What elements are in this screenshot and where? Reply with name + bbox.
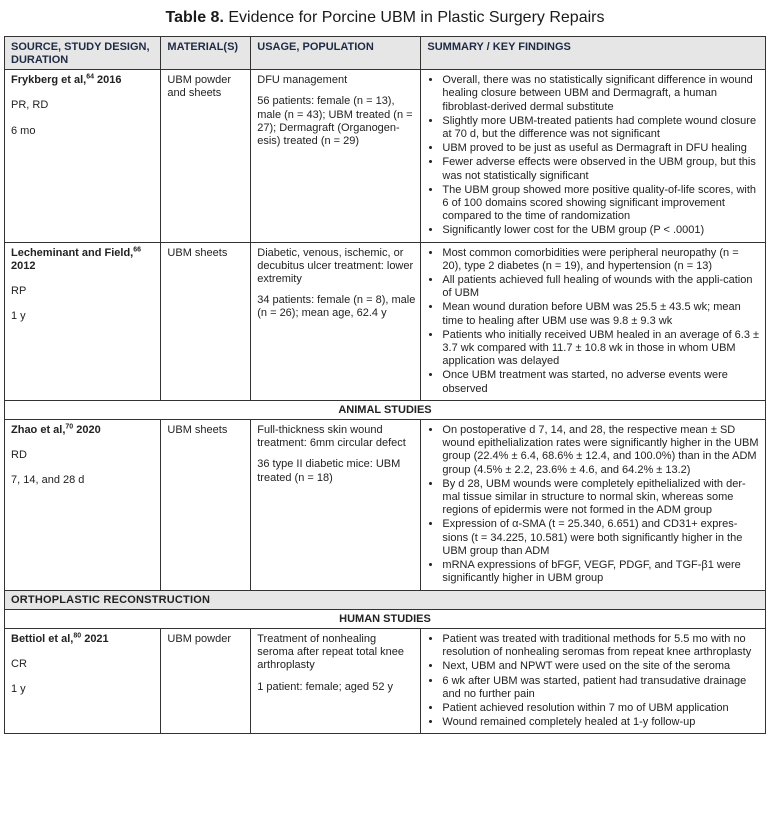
evidence-table: [4, 36, 766, 734]
source-year: 2012: [11, 259, 36, 272]
study-design: CR: [11, 658, 27, 671]
findings-cell: [421, 242, 766, 400]
population-text: 56 patients: female (n = 13), male (n = 43); UBM treated (n = 27); Dermagraft (Organogen-esis) treated (n = 29): [257, 95, 413, 147]
usage-cell: [251, 242, 421, 400]
finding-item: • Fewer adverse effects were observed in the UBM group, but this was not statistically significant: [442, 156, 760, 182]
human-studies-row: [5, 609, 766, 628]
finding-item: • 6 wk after UBM was started, patient had transudative drainage and no further pain: [442, 675, 760, 701]
table-row: [5, 70, 766, 242]
source-year: 2021: [81, 632, 109, 645]
finding-item: • Patient achieved resolution within 7 mo of UBM application: [442, 702, 760, 715]
study-duration: 7, 14, and 28 d: [11, 474, 85, 487]
finding-item: • Significantly lower cost for the UBM group (P < .0001): [442, 224, 760, 237]
study-duration: 1 y: [11, 310, 26, 323]
source-name: Lecheminant and Field,: [11, 246, 134, 259]
source-cell: [5, 420, 161, 590]
section-label: ORTHOPLASTIC RECONSTRUCTION: [5, 590, 766, 609]
findings-list: [427, 247, 760, 396]
table-row: [5, 628, 766, 733]
header-row: [5, 37, 766, 70]
population-text: 1 patient: female; aged 52 y: [257, 680, 394, 693]
material-cell: UBM sheets: [161, 242, 251, 400]
animal-studies-label: ANIMAL STUDIES: [5, 400, 766, 419]
finding-item: • The UBM group showed more positive quality-of-life scores, with 6 of 100 domains scored showing significant improvement compared to the time of randomization: [442, 184, 760, 224]
findings-cell: [421, 628, 766, 733]
findings-list: [427, 633, 760, 729]
table-number: Table 8.: [165, 9, 224, 26]
study-duration: 1 y: [11, 683, 26, 696]
source-name: Frykberg et al,: [11, 74, 87, 87]
table-title: [0, 0, 770, 36]
findings-cell: [421, 420, 766, 590]
usage-text: Treatment of nonhealing seroma after repeat total knee arthroplasty: [257, 632, 404, 672]
finding-item: • Patient was treated with traditional methods for 5.5 mo with no resolution of nonhealing seromas from repeat knee arthroplasty: [442, 633, 760, 659]
study-duration: 6 mo: [11, 124, 36, 137]
finding-item: • On postoperative d 7, 14, and 28, the respective mean ± SD wound epithelialization rates were significantly higher in the UBM group (22.4% ± 6.4, 68.6% ± 12.4, and 100.0%) than in the ADM group (4.5% ± 2.2, 23.6% ± 4.6, and 64.2% ± 13.2): [442, 424, 760, 477]
population-text: 36 type II diabetic mice: UBM treated (n = 18): [257, 458, 401, 484]
study-design: PR, RD: [11, 99, 49, 112]
usage-text: Diabetic, venous, ischemic, or decubitus ulcer treatment: lower extremity: [257, 246, 414, 286]
findings-list: [427, 424, 760, 585]
finding-item: • By d 28, UBM wounds were completely epithelialized with der-mal tissue similar in structure to normal skin, whereas some regions of epidermis were not formed in the ADM group: [442, 478, 760, 518]
findings-list: [427, 74, 760, 237]
usage-text: Full-thickness skin wound treatment: 6mm circular defect: [257, 424, 406, 450]
source-name: Zhao et al,: [11, 424, 66, 437]
finding-item: • UBM proved to be just as useful as Dermagraft in DFU healing: [442, 142, 760, 155]
header-usage: USAGE, POPULATION: [251, 37, 421, 70]
finding-item: • Once UBM treatment was started, no adverse events were observed: [442, 369, 760, 395]
section-row: [5, 590, 766, 609]
finding-item: • All patients achieved full healing of wounds with the appli-cation of UBM: [442, 274, 760, 300]
source-cell: [5, 70, 161, 242]
human-studies-label: HUMAN STUDIES: [5, 609, 766, 628]
findings-cell: [421, 70, 766, 242]
material-cell: UBM powder and sheets: [161, 70, 251, 242]
population-text: 34 patients: female (n = 8), male (n = 26); mean age, 62.4 y: [257, 294, 416, 320]
finding-item: • Next, UBM and NPWT were used on the site of the seroma: [442, 660, 760, 673]
source-name: Bettiol et al,: [11, 632, 74, 645]
usage-text: DFU management: [257, 74, 348, 87]
study-design: RD: [11, 449, 27, 462]
finding-item: • Mean wound duration before UBM was 25.5 ± 43.5 wk; mean time to healing after UBM use was 9.8 ± 9.3 wk: [442, 301, 760, 327]
table-row: [5, 242, 766, 400]
finding-item: • Slightly more UBM-treated patients had complete wound closure at 70 d, but the difference was not significant: [442, 115, 760, 141]
table-caption: Evidence for Porcine UBM in Plastic Surgery Repairs: [223, 9, 605, 26]
reference-number: 66: [133, 245, 142, 253]
material-cell: UBM powder: [161, 628, 251, 733]
finding-item: • mRNA expressions of bFGF, VEGF, PDGF, and TGF-β1 were significantly higher in UBM group: [442, 559, 760, 585]
finding-item: • Overall, there was no statistically significant difference in wound healing closure between UBM and Dermagraft, a human fibroblast-derived dermal substitute: [442, 74, 760, 114]
reference-number: 70: [65, 423, 74, 431]
usage-cell: [251, 70, 421, 242]
usage-cell: [251, 420, 421, 590]
source-cell: [5, 628, 161, 733]
source-year: 2020: [73, 424, 101, 437]
header-source: SOURCE, STUDY DESIGN, DURATION: [5, 37, 161, 70]
finding-item: • Wound remained completely healed at 1-y follow-up: [442, 716, 760, 729]
animal-studies-row: [5, 400, 766, 419]
source-cell: [5, 242, 161, 400]
reference-number: 64: [86, 73, 94, 81]
header-material: MATERIAL(S): [161, 37, 251, 70]
header-findings: SUMMARY / KEY FINDINGS: [421, 37, 766, 70]
finding-item: • Most common comorbidities were peripheral neuropathy (n = 20), type 2 diabetes (n = 19), and hypertension (n = 13): [442, 247, 760, 273]
reference-number: 80: [73, 632, 82, 640]
material-cell: UBM sheets: [161, 420, 251, 590]
finding-item: • Expression of α-SMA (t = 25.340, 6.651) and CD31+ expres-sions (t = 34.225, 10.581) were both significantly higher in the UBM group than ADM: [442, 518, 760, 558]
finding-item: • Patients who initially received UBM healed in an average of 6.3 ± 3.7 wk compared with 11.7 ± 10.8 wk in those in whom UBM application was delayed: [442, 329, 760, 369]
study-design: RP: [11, 285, 27, 298]
source-year: 2016: [94, 74, 122, 87]
usage-cell: [251, 628, 421, 733]
table-row: [5, 420, 766, 590]
